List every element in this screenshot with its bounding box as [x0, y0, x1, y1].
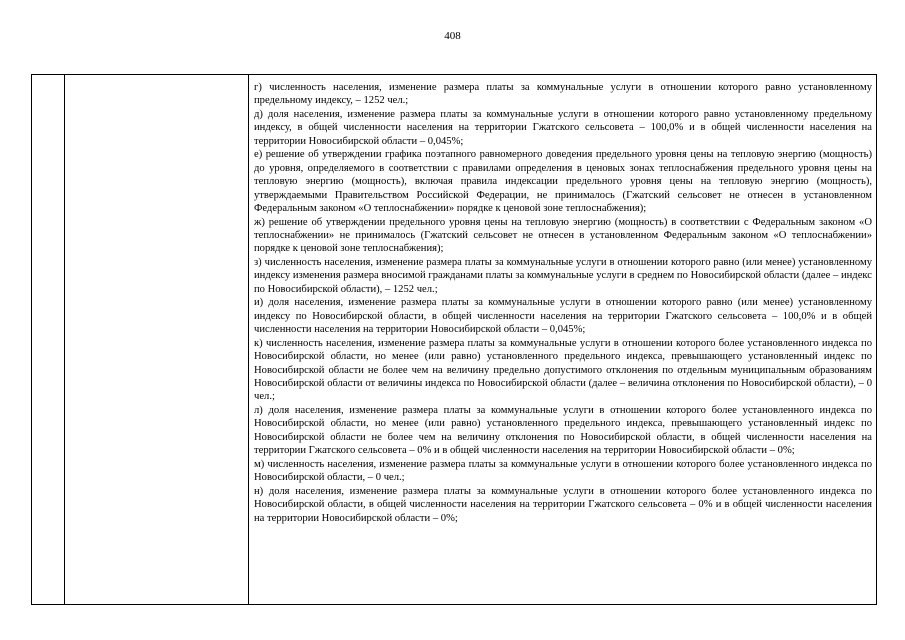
document-table [31, 74, 877, 605]
paragraph-i: и) доля населения, изменение размера платы за коммунальные услуги в отношении которого равно (или менее) установленному индексу по Новосибирской области, в общей численности населения на территории Гжатского сельсовета – 100,0% и в общей численности населения на территории Новосибирской области – 0,045%; [254, 297, 872, 336]
paragraph-m: м) численность населения, изменение размера платы за коммунальные услуги в отношении которого более установленного индекса по Новосибирской области, – 0 чел.; [254, 458, 872, 484]
paragraph-g: г) численность населения, изменение размера платы за коммунальные услуги в отношении которого равно установленному предельному индексу, – 1252 чел.; [254, 82, 872, 107]
paragraph-e: е) решение об утверждении графика поэтапного равномерного доведения предельного уровня цены на тепловую энергию (мощность) до уровня, определяемого в соответствии с правилами определения в ценовых зонах теплоснабжения предельного уровня цены на тепловую энергию (мощность), включая правила индексации предельного уровня цены на тепловую энергию (мощность), утверждаемыми Правительством Российской Федерации, не принималось (Гжатский сельсовет не отнесен в установленном Федеральным законом «О теплоснабжении» порядке к ценовой зоне теплоснабжения); [254, 149, 872, 215]
table-column-content [249, 75, 876, 604]
paragraph-k: к) численность населения, изменение размера платы за коммунальные услуги в отношении которого более установленного индекса по Новосибирской области, но менее (или равно) установленного предельного индекса, превышающего установленный индекс по Новосибирской области не более чем на величину предельно допустимого отклонения по отдельным муниципальным образованиям Новосибирской области от величины индекса по Новосибирской области (далее – величина отклонения по Новосибирской области), – 0 чел.; [254, 337, 872, 403]
paragraph-zh: ж) решение об утверждении предельного уровня цены на тепловую энергию (мощность) в соответствии с Федеральным законом «О теплоснабжении» не принималось (Гжатский сельсовет не отнесен в установленном Федеральным законом «О теплоснабжении» порядке к ценовой зоне теплоснабжения); [254, 216, 872, 255]
paragraph-d: д) доля населения, изменение размера платы за коммунальные услуги в отношении которого равно установленному предельному индексу, в общей численности населения на территории Гжатского сельсовета – 100,0% и в общей численности населения на территории Новосибирской области – 0,045%; [254, 108, 872, 147]
paragraph-l: л) доля населения, изменение размера платы за коммунальные услуги в отношении которого более установленного индекса по Новосибирской области, но менее (или равно) установленного предельного индекса, превышающего установленный индекс по Новосибирской области не более чем на величину отклонения по Новосибирской области, в общей численности населения на территории Гжатского сельсовета – 0% и в общей численности населения на территории Новосибирской области – 0%; [254, 404, 872, 457]
table-column-number [32, 75, 65, 604]
page-number: 408 [444, 30, 461, 42]
paragraph-n: н) доля населения, изменение размера платы за коммунальные услуги в отношении которого более установленного индекса по Новосибирской области, в общей численности населения на территории Гжатского сельсовета – 0% и в общей численности населения на территории Новосибирской области – 0%; [254, 485, 872, 524]
table-column-name [65, 75, 249, 604]
paragraph-z: з) численность населения, изменение размера платы за коммунальные услуги в отношении которого равно (или менее) установленному индексу изменения размера вносимой гражданами платы за коммунальные услуги в среднем по Новосибирской области (далее – индекс по Новосибирской области), – 1252 чел.; [254, 256, 872, 295]
